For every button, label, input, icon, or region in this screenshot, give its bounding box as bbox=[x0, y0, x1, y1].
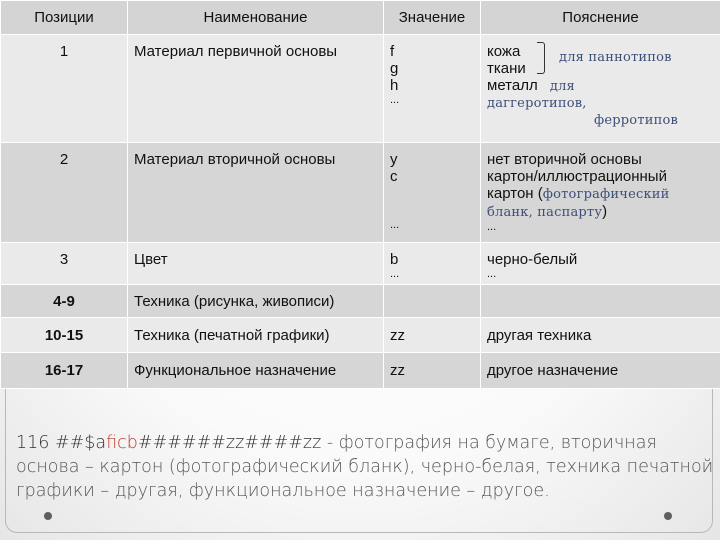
explanation-ellipsis: ... bbox=[487, 268, 497, 280]
row-position: 4-9 bbox=[1, 285, 128, 318]
table-row bbox=[1, 35, 720, 143]
value-code: h bbox=[390, 77, 399, 94]
row-explanation: другое назначение bbox=[481, 353, 720, 389]
explanation-text: металл bbox=[487, 77, 538, 94]
row-value bbox=[384, 285, 481, 318]
value-code: y bbox=[390, 151, 398, 168]
row-value: zz bbox=[384, 353, 481, 389]
header-positions: Позиции bbox=[1, 1, 128, 35]
explanation-line bbox=[487, 185, 716, 203]
header-value: Значение bbox=[384, 1, 481, 35]
marc-code-highlight: ficb bbox=[106, 433, 138, 453]
row-explanation bbox=[481, 35, 720, 143]
table-row bbox=[1, 318, 720, 353]
explanation-ellipsis: ... bbox=[487, 221, 497, 233]
annotation-note: для bbox=[549, 79, 575, 94]
value-code: g bbox=[390, 60, 399, 77]
header-name: Наименование bbox=[128, 1, 384, 35]
annotation-note: фотографический bbox=[542, 187, 670, 202]
explanation-line bbox=[487, 77, 716, 95]
row-name: Цвет bbox=[128, 243, 384, 285]
example-caption bbox=[16, 431, 716, 503]
caption-text: - фотография на бумаге, вторичная основа – картон (фотографический бланк), черно-белая, техника печатной графики – другая, функциональное назначение – другое. bbox=[16, 433, 714, 501]
row-name: Материал вторичной основы bbox=[128, 143, 384, 243]
marc-code-prefix: 116 ##$a bbox=[16, 433, 107, 453]
explanation-line: кожа bbox=[487, 43, 521, 60]
bullet-dot-icon bbox=[44, 512, 52, 520]
row-name: Материал первичной основы bbox=[128, 35, 384, 143]
row-explanation bbox=[481, 243, 720, 285]
row-value bbox=[384, 143, 481, 243]
annotation-note: бланк, паспарту bbox=[487, 205, 603, 220]
value-ellipsis: ... bbox=[390, 94, 400, 106]
table-row bbox=[1, 243, 720, 285]
row-position: 16-17 bbox=[1, 353, 128, 389]
bullet-dot-icon bbox=[664, 512, 672, 520]
explanation-line bbox=[487, 203, 716, 221]
row-position: 2 bbox=[1, 143, 128, 243]
row-explanation bbox=[481, 285, 720, 318]
right-bracket-icon bbox=[537, 42, 545, 74]
value-code: f bbox=[390, 43, 395, 60]
row-value bbox=[384, 243, 481, 285]
row-position: 3 bbox=[1, 243, 128, 285]
marc-code-rest: ######zz####zz bbox=[137, 433, 322, 453]
table-row bbox=[1, 353, 720, 389]
explanation-line: черно-белый bbox=[487, 251, 578, 268]
row-name: Функциональное назначение bbox=[128, 353, 384, 389]
explanation-line: нет вторичной основы bbox=[487, 151, 642, 168]
row-position: 1 bbox=[1, 35, 128, 143]
row-value bbox=[384, 35, 481, 143]
table-header-row bbox=[1, 1, 720, 35]
explanation-line: картон/иллюстрационный bbox=[487, 168, 667, 185]
value-ellipsis: ... bbox=[390, 219, 400, 231]
annotation-note: ферротипов bbox=[594, 113, 679, 128]
row-name: Техника (рисунка, живописи) bbox=[128, 285, 384, 318]
row-position: 10-15 bbox=[1, 318, 128, 353]
table-row bbox=[1, 285, 720, 318]
value-ellipsis: ... bbox=[390, 268, 400, 280]
row-value: zz bbox=[384, 318, 481, 353]
row-name: Техника (печатной графики) bbox=[128, 318, 384, 353]
value-code: c bbox=[390, 168, 398, 185]
annotation-note: даггеротипов, bbox=[487, 96, 587, 111]
explanation-line: ткани bbox=[487, 60, 526, 77]
table-row bbox=[1, 143, 720, 243]
annotation-note: для паннотипов bbox=[559, 50, 672, 65]
header-explanation: Пояснение bbox=[481, 1, 720, 35]
explanation-text: ) bbox=[602, 203, 608, 220]
row-explanation bbox=[481, 143, 720, 243]
row-explanation: другая техника bbox=[481, 318, 720, 353]
value-code: b bbox=[390, 251, 399, 268]
explanation-text: картон ( bbox=[487, 185, 543, 202]
